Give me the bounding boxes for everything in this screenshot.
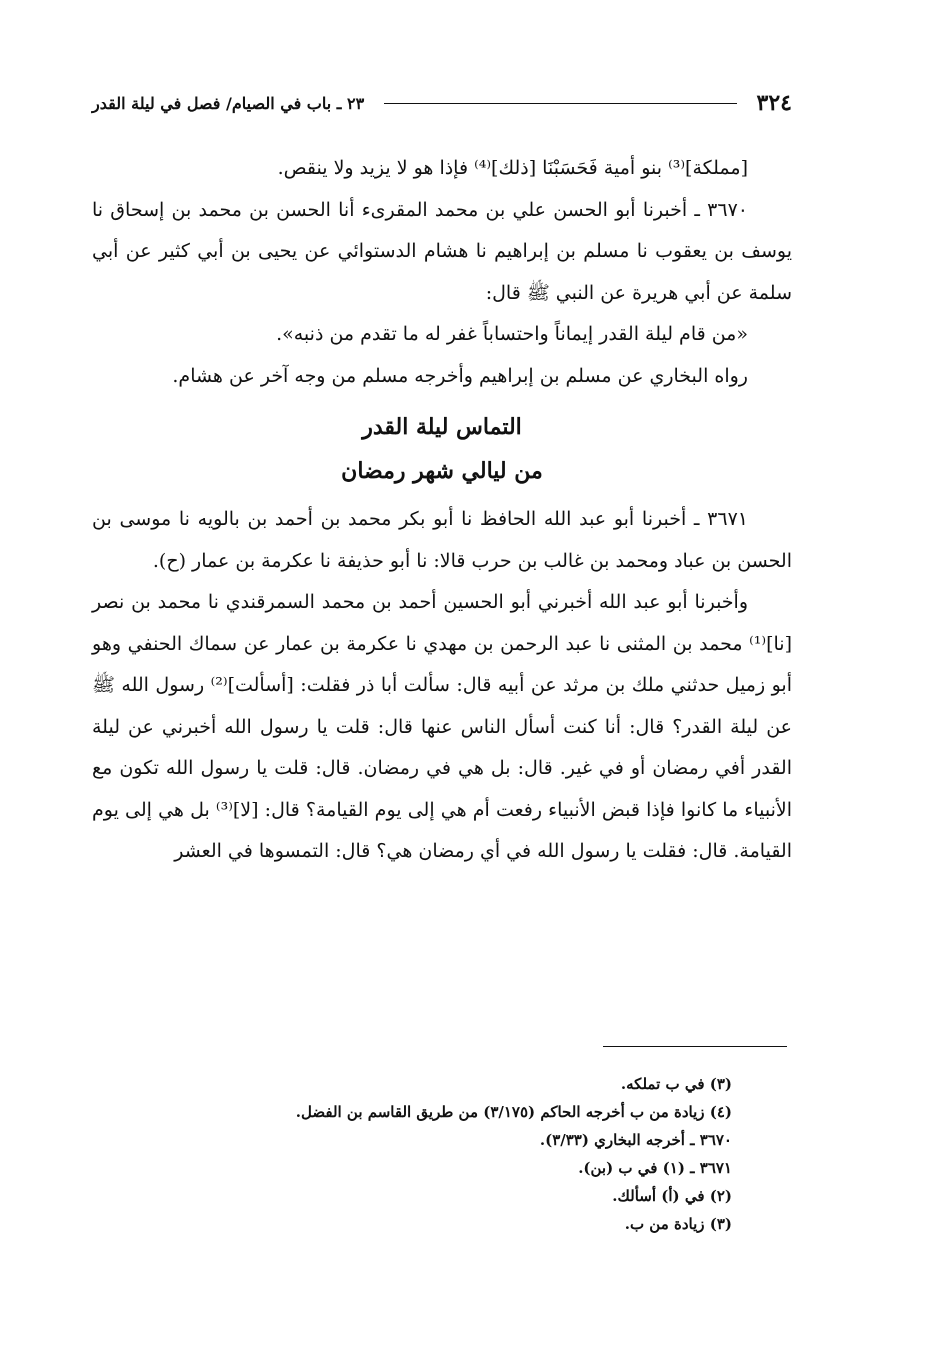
- footnote-rule: [603, 1046, 787, 1047]
- section-heading-line-1: التماس ليلة القدر: [362, 414, 522, 440]
- main-text: [92, 148, 792, 873]
- footnotes: [92, 1070, 792, 1238]
- footnote-item: (٢) في (أ) أسألك.: [612, 1187, 732, 1205]
- section-heading-line-2: من ليالي شهر رمضان: [341, 458, 543, 484]
- footnote-item: (٤) زيادة من ب أخرجه الحاكم (٣/١٧٥) من طريق القاسم بن الفضل.: [295, 1103, 732, 1121]
- hadith-3671: ٣٦٧١ ـ أخبرنا أبو عبد الله الحافظ نا أبو بكر محمد بن أحمد بن بالويه نا موسى بن الحسن بن عباد ومحمد بن غالب بن حرب قالا: نا أبو حذيفة نا عكرمة بن عمار (ح).: [92, 508, 792, 572]
- page-number: ٣٢٤: [756, 90, 792, 116]
- hadith-3670-riwaya: رواه البخاري عن مسلم بن إبراهيم وأخرجه مسلم من وجه آخر عن هشام.: [172, 364, 748, 387]
- header-rule: [384, 103, 736, 104]
- hadith-3670: ٣٦٧٠ ـ أخبرنا أبو الحسن علي بن محمد المقرىء أنا الحسن بن محمد بن إسحاق نا يوسف بن يعقوب نا مسلم بن إبراهيم نا هشام الدستوائي عن يحيى بن أبي كثير عن أبي سلمة عن أبي هريرة عن النبي ﷺ قال:: [92, 198, 792, 304]
- hadith-3670-quote: «من قام ليلة القدر إيماناً واحتساباً غفر له ما تقدم من ذنبه».: [276, 323, 748, 345]
- page-header: [92, 86, 792, 120]
- footnote-item: (٣) في ب تملكه.: [620, 1075, 732, 1093]
- section-heading: [92, 405, 792, 493]
- text-line-continuation: [مملكة]⁽³⁾ بنو أمية فَحَسَبْنَا [ذلك]⁽⁴⁾ فإذا هو لا يزيد ولا ينقص.: [277, 157, 748, 179]
- hadith-3671-second-chain: وأخبرنا أبو عبد الله أخبرني أبو الحسين أحمد بن محمد السمرقندي نا محمد بن نصر [نا]⁽¹⁾ محمد بن المثنى نا عبد الرحمن بن مهدي نا عكرمة بن عمار عن سماك الحنفي وهو أبو زميل حدثني ملك بن مرثد عن أبيه قال: سألت أبا ذر فقلت: [أسألت]⁽²⁾ رسول الله ﷺ عن ليلة القدر؟ قال: أنا كنت أسأل الناس عنها قال: قلت يا رسول الله أخبرني عن ليلة القدر أفي رمضان أو في غير. قال: بل هي في رمضان. قال: قلت يا رسول الله تكون مع الأنبياء ما كانوا فإذا قبض الأنبياء رفعت أم هي إلى يوم القيامة؟ قال: [لا]⁽³⁾ بل هي إلى يوم القيامة. قال: فقلت يا رسول الله في أي رمضان هي؟ قال: التمسوها في العشر: [92, 591, 792, 862]
- footnote-item: (٣) زيادة من ب.: [624, 1215, 732, 1233]
- footnote-item: ٣٦٧١ ـ (١) في ب (بن).: [578, 1159, 732, 1177]
- running-title: ٢٣ ـ باب في الصيام/ فصل في ليلة القدر: [92, 93, 365, 113]
- footnote-item: ٣٦٧٠ ـ أخرجه البخاري (٣/٣٣).: [539, 1131, 732, 1149]
